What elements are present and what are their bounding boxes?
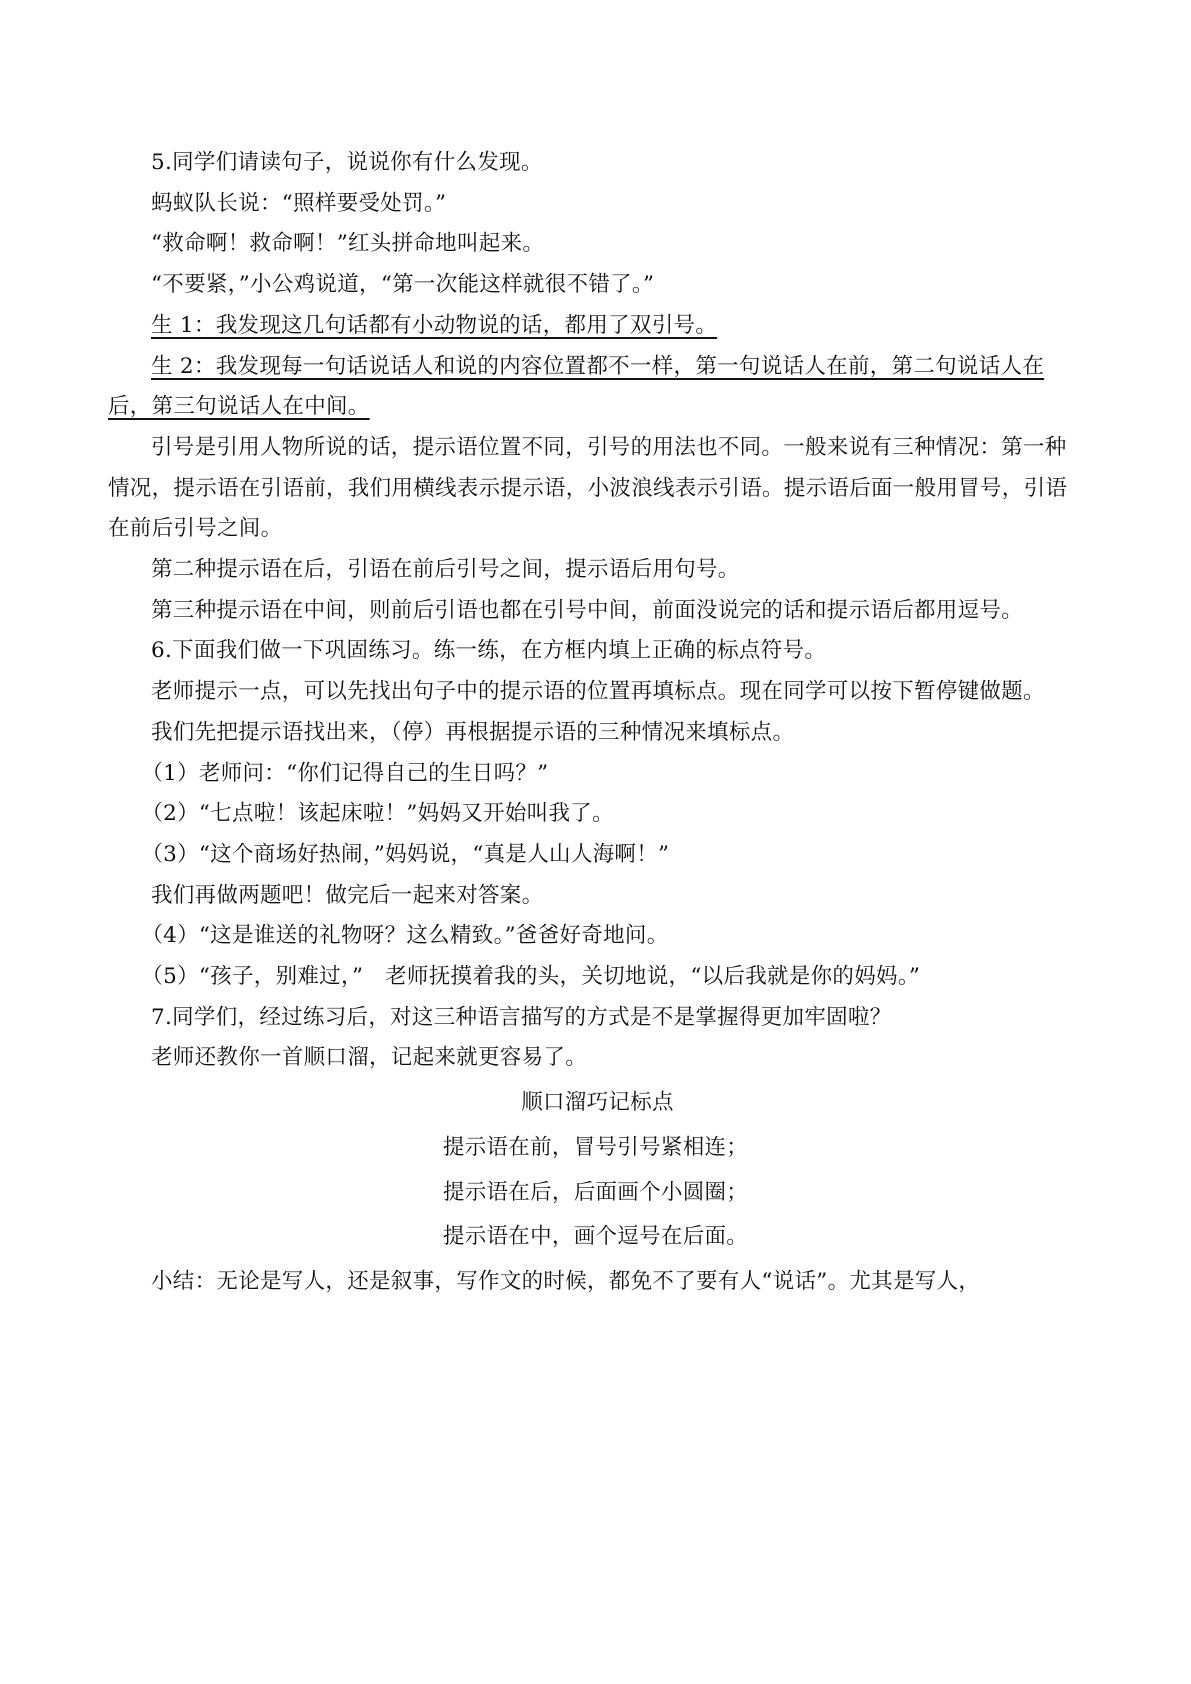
student-answer-1 (108, 306, 1083, 347)
exercise-2: （2）“七点啦！该起床啦！”妈妈又开始叫我了。 (141, 801, 614, 827)
student-answer-2-text: 生 2：我发现每一句话说话人和说的内容位置都不一样，第一句说话人在前，第二句说话人在后，第三句说话人在中间。 (108, 353, 1045, 420)
paragraph-quote-rules: 引号是引用人物所说的话，提示语位置不同，引号的用法也不同。一般来说有三种情况：第一种情况，提示语在引语前，我们用横线表示提示语，小波浪线表示引语。提示语后面一般用冒号，引语在前后引号之间。 (108, 434, 1068, 542)
poem-title: 顺口溜巧记标点 (521, 1090, 674, 1116)
paragraph-third-case: 第三种提示语在中间，则前后引语也都在引号中间，前面没说完的话和提示语后都用逗号。 (151, 597, 1024, 623)
paragraph-summary: 小结：无论是写人，还是叙事，写作文的时候，都免不了要有人“说话”。尤其是写人， (151, 1268, 981, 1294)
paragraph-question-6: 6.下面我们做一下巩固练习。练一练，在方框内填上正确的标点符号。 (151, 638, 827, 664)
poem-line-2: 提示语在后，后面画个小圆圈； (442, 1179, 749, 1205)
exercise-5: （5）“孩子，别难过，” 老师抚摸着我的头，关切地说，“以后我就是你的妈妈。” (141, 964, 921, 990)
document-body (108, 143, 1083, 1303)
example-sentence-2: “救命啊！救命啊！”红头拼命地叫起来。 (151, 231, 545, 257)
paragraph-second-case: 第二种提示语在后，引语在前后引号之间，提示语后用句号。 (151, 557, 740, 583)
poem-line-3: 提示语在中，画个逗号在后面。 (442, 1224, 749, 1250)
paragraph-question-5: 5.同学们请读句子，说说你有什么发现。 (151, 150, 543, 175)
poem-line-1: 提示语在前，冒号引号紧相连； (442, 1134, 749, 1160)
paragraph-two-more: 我们再做两题吧！做完后一起来对答案。 (151, 882, 544, 908)
exercise-4: （4）“这是谁送的礼物呀？这么精致。”爸爸好奇地问。 (141, 923, 669, 949)
example-sentence-1: 蚂蚁队长说：“照样要受处罚。” (151, 190, 447, 216)
student-answer-1-text: 生 1：我发现这几句话都有小动物说的话，都用了双引号。 (151, 312, 718, 338)
paragraph-find-prompt: 我们先把提示语找出来，（停）再根据提示语的三种情况来填标点。 (151, 719, 795, 745)
exercise-3: （3）“这个商场好热闹，”妈妈说，“真是人山人海啊！” (141, 841, 670, 867)
exercise-1: （1）老师问：“你们记得自己的生日吗？” (141, 760, 549, 786)
paragraph-rhyme-intro: 老师还教你一首顺口溜，记起来就更容易了。 (151, 1045, 588, 1071)
paragraph-question-7: 7.同学们，经过练习后，对这三种语言描写的方式是不是掌握得更加牢固啦？ (151, 1004, 892, 1030)
paragraph-teacher-hint: 老师提示一点，可以先找出句子中的提示语的位置再填标点。现在同学可以按下暂停键做题。 (151, 679, 1045, 705)
student-answer-2 (108, 347, 1083, 428)
example-sentence-3: “不要紧，”小公鸡说道，“第一次能这样就很不错了。” (151, 272, 655, 298)
